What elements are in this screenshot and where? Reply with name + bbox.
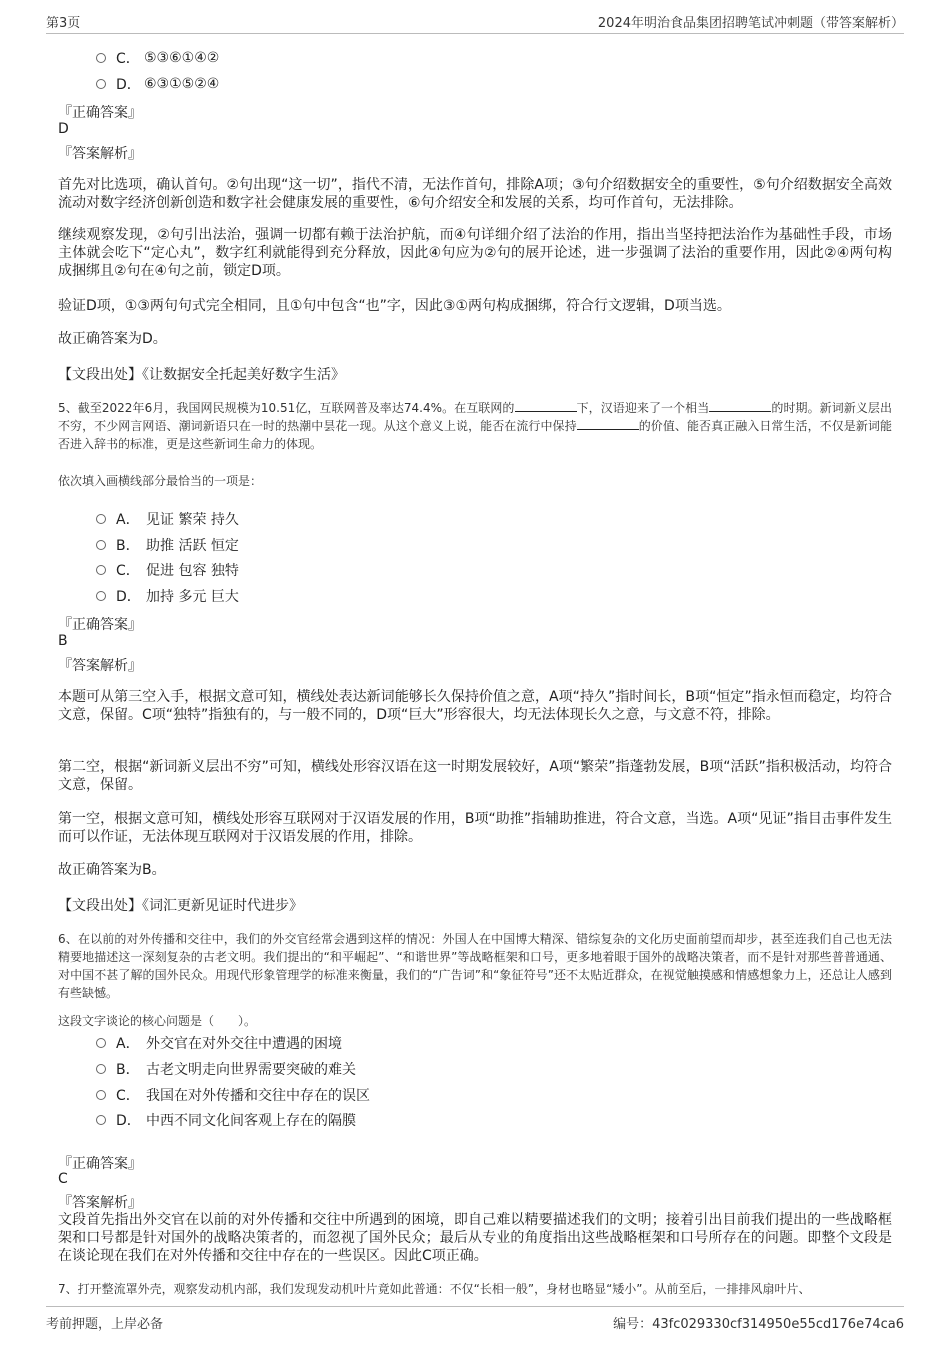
radio-icon[interactable]	[96, 1090, 106, 1100]
q4-answer: D	[58, 121, 69, 137]
q4-answer-label: 『正确答案』	[58, 105, 142, 121]
option-letter: C．	[116, 563, 140, 579]
option-text: 我国在对外传播和交往中存在的误区	[146, 1088, 370, 1104]
option-text: 加持 多元 巨大	[146, 589, 239, 605]
q5-analysis-p1: 本题可从第三空入手，根据文意可知，横线处表达新词能够长久保持价值之意，A项“持久”指时间长，B项“恒定”指永恒而稳定，均符合文意，保留。C项“独特”指独有的，与一般不同的，D项“巨大”形容很大，均无法体现长久之意，与文意不符，排除。	[58, 689, 892, 723]
q5-option-a[interactable]	[96, 509, 239, 529]
option-letter: B．	[116, 538, 140, 554]
page-number: 第3页	[46, 16, 81, 31]
q6-question-text: 6、在以前的对外传播和交往中，我们的外交官经常会遇到这样的情况：外国人在中国博大精深、错综复杂的文化历史面前望而却步，甚至连我们自己也无法精要地描述这一深刻复杂的古老文明。我们提出的“和平崛起”、“和谐世界”等战略框架和口号，更多地着眼于国外的战略决策者，而不是针对那些普普通通、对中国不甚了解的国外民众。用现代形象管理学的标准来衡量，我们的“广告词”和“象征符号”还不太贴近群众，在视觉触摸感和情感想象力上，还总让人感到有些缺憾。	[58, 932, 892, 1000]
footer-slogan: 考前押题，上岸必备	[46, 1317, 164, 1332]
radio-icon[interactable]	[96, 1038, 106, 1048]
q5-answer: B	[58, 633, 68, 649]
q4-analysis-p4: 故正确答案为D。	[58, 331, 167, 347]
q4-analysis-label: 『答案解析』	[58, 146, 142, 162]
q7-question-text: 7、打开整流罩外壳，观察发动机内部，我们发现发动机叶片竟如此普通：不仅“长相一般”，身材也略显“矮小”。从前至后，一排排风扇叶片、	[58, 1282, 811, 1296]
q5-analysis-label: 『答案解析』	[58, 658, 142, 674]
radio-icon[interactable]	[96, 514, 106, 524]
q6-option-c[interactable]	[96, 1085, 370, 1105]
q6-analysis-label: 『答案解析』	[58, 1195, 142, 1211]
fill-blank-3	[577, 417, 639, 430]
q5-text-part-d: 的价值、能否真正融入日常生活，不仅是新词能否进入辞书的标准，更是这些新词生命力的体现。	[58, 419, 892, 451]
radio-icon[interactable]	[96, 53, 106, 63]
fill-blank-2	[709, 399, 771, 412]
q4-source: 【文段出处】《让数据安全托起美好数字生活》	[58, 367, 345, 383]
q6-option-d[interactable]	[96, 1110, 356, 1130]
option-text: 助推 活跃 恒定	[146, 538, 239, 554]
q5-text-part-a: 5、截至2022年6月，我国网民规模为10.51亿，互联网普及率达74.4%。在互联网的	[58, 401, 515, 415]
option-text: 外交官在对外交往中遭遇的困境	[146, 1036, 342, 1052]
radio-icon[interactable]	[96, 79, 106, 89]
option-letter: B．	[116, 1062, 140, 1078]
q6-option-a[interactable]	[96, 1033, 342, 1053]
radio-icon[interactable]	[96, 1064, 106, 1074]
option-letter: A．	[116, 512, 140, 528]
option-letter: D．	[116, 77, 141, 93]
q5-analysis-p2: 第二空，根据“新词新义层出不穷”可知，横线处形容汉语在这一时期发展较好，A项“繁荣”指蓬勃发展，B项“活跃”指积极活动，均符合文意，保留。	[58, 759, 892, 793]
q5-option-b[interactable]	[96, 535, 239, 555]
q5-text-part-c: 的时期。新词新义层出不穷，不少网言网语、潮词新语只在一时的热潮中昙花一现。从这个意义上说，能否在流行中保持	[58, 401, 892, 433]
q5-option-d[interactable]	[96, 586, 239, 606]
option-letter: D．	[116, 589, 141, 605]
radio-icon[interactable]	[96, 591, 106, 601]
fill-blank-1	[515, 399, 577, 412]
q5-text-part-b: 下，汉语迎来了一个相当	[576, 401, 710, 415]
q5-option-c[interactable]	[96, 560, 239, 580]
q5-answer-label: 『正确答案』	[58, 617, 142, 633]
option-text: 促进 包容 独特	[146, 563, 239, 579]
option-text: ⑥③①⑤②④	[144, 76, 220, 92]
document-id: 编号：43fc029330cf314950e55cd176e74ca6	[613, 1317, 904, 1332]
option-letter: A．	[116, 1036, 140, 1052]
document-title: 2024年明治食品集团招聘笔试冲刺题（带答案解析）	[597, 16, 904, 31]
option-text: 见证 繁荣 持久	[146, 512, 239, 528]
page-header	[46, 12, 904, 32]
radio-icon[interactable]	[96, 565, 106, 575]
q6-answer-label: 『正确答案』	[58, 1156, 142, 1172]
option-text: 中西不同文化间客观上存在的隔膜	[146, 1113, 356, 1129]
radio-icon[interactable]	[96, 540, 106, 550]
q6-answer: C	[58, 1171, 68, 1187]
option-letter: D．	[116, 1113, 141, 1129]
radio-icon[interactable]	[96, 1115, 106, 1125]
q6-prompt: 这段文字谈论的核心问题是（ ）。	[58, 1014, 257, 1028]
option-text: ⑤③⑥①④②	[144, 50, 220, 66]
q6-option-b[interactable]	[96, 1059, 356, 1079]
q4-option-c[interactable]	[96, 48, 219, 68]
q5-prompt: 依次填入画横线部分最恰当的一项是：	[58, 474, 263, 488]
option-letter: C．	[116, 1088, 140, 1104]
header-divider	[46, 33, 904, 34]
q4-analysis-p3: 验证D项，①③两句句式完全相同，且①句中包含“也”字，因此③①两句构成捆绑，符合行文逻辑，D项当选。	[58, 298, 731, 314]
q5-analysis-p4: 故正确答案为B。	[58, 862, 166, 878]
footer-divider	[46, 1306, 904, 1307]
q6-analysis: 文段首先指出外交官在以前的对外传播和交往中所遇到的困境，即自己难以精要描述我们的文明；接着引出目前我们提出的一些战略框架和口号都是针对国外的战略决策者的，而忽视了国外民众；最后从专业的角度指出这些战略框架和口号所存在的问题。即整个文段是在谈论现在我们在对外传播和交往中存在的一些误区。因此C项正确。	[58, 1212, 892, 1264]
option-letter: C．	[116, 51, 140, 67]
q4-analysis-p1: 首先对比选项，确认首句。②句出现“这一切”，指代不清，无法作首句，排除A项；③句介绍数据安全的重要性，⑤句介绍数据安全高效流动对数字经济创新创造和数字社会健康发展的重要性，⑥句介绍安全和发展的关系，均可作首句，无法排除。	[58, 177, 892, 211]
option-text: 古老文明走向世界需要突破的难关	[146, 1062, 356, 1078]
q5-analysis-p3: 第一空，根据文意可知，横线处形容互联网对于汉语发展的作用，B项“助推”指辅助推进，符合文意，当选。A项“见证”指目击事件发生而可以作证，无法体现互联网对于汉语发展的作用，排除。	[58, 811, 892, 845]
q5-source: 【文段出处】《词汇更新见证时代进步》	[58, 898, 303, 914]
q5-question-text	[58, 399, 892, 453]
q4-analysis-p2: 继续观察发现，②句引出法治，强调一切都有赖于法治护航，而④句详细介绍了法治的作用，指出当坚持把法治作为基础性手段，市场主体就会吃下“定心丸”，数字红利就能得到充分释放，因此④句应为②句的展开论述，进一步强调了法治的重要作用，因此②④两句构成捆绑且②句在④句之前，锁定D项。	[58, 227, 892, 279]
q4-option-d[interactable]	[96, 74, 219, 94]
